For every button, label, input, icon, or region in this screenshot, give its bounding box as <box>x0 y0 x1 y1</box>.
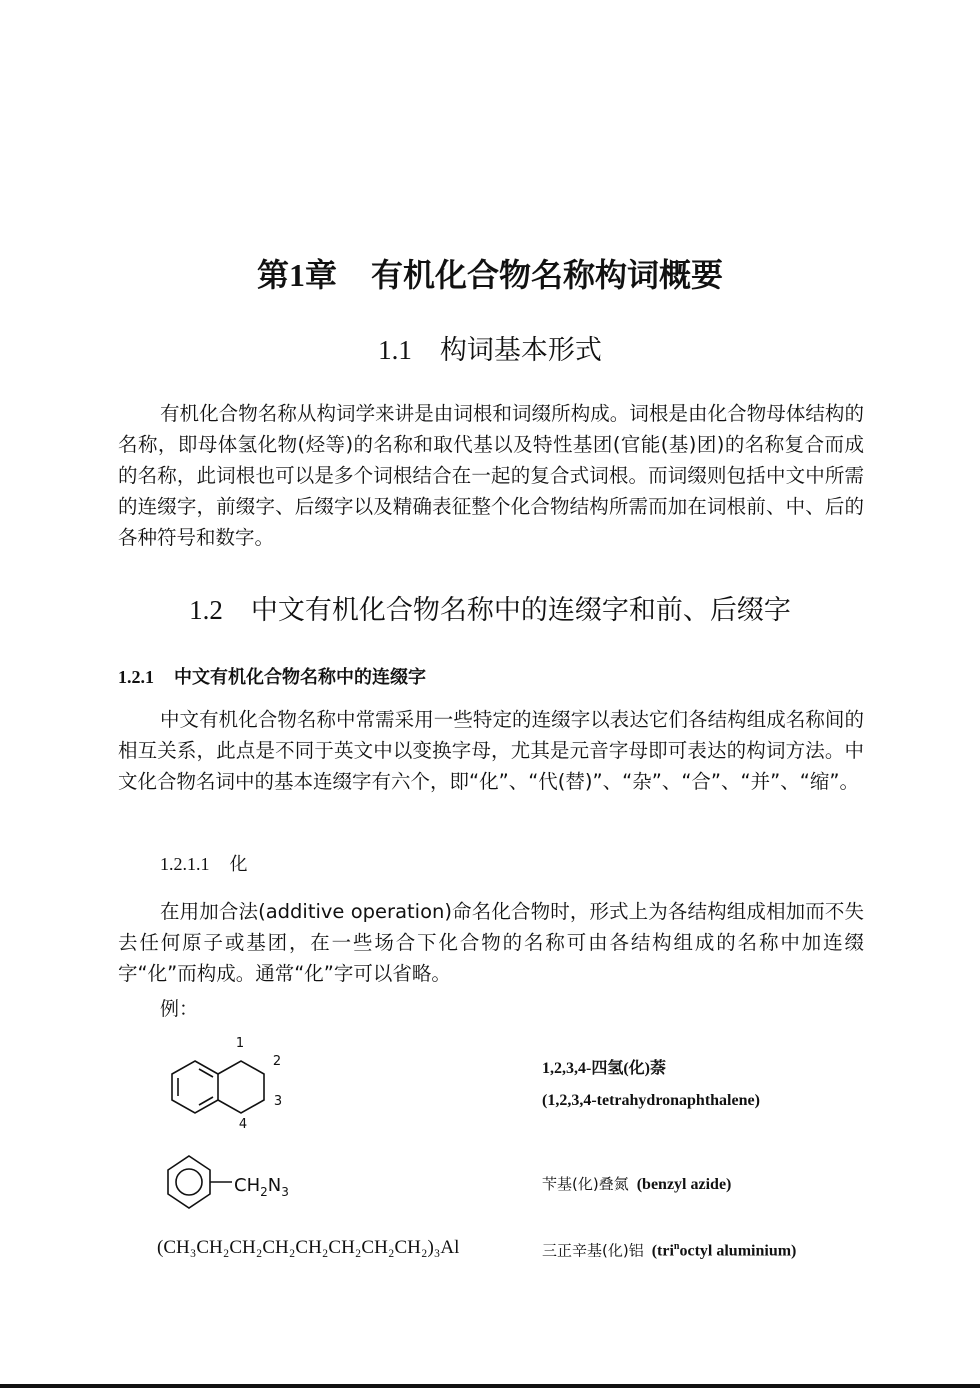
subsection-heading-1-2-1 <box>118 662 426 693</box>
paragraph-additive-operation: 在用加合法(additive operation)命名化合物时，形式上为各结构组成相加而不失去任何原子或基团，在一些场合下化合物的名称可由各结构组成的名称中加连缀字“化”而构成。通常“化”字可以省略。 <box>118 900 864 985</box>
trioctyl-aluminium-formula: (CH₃CH₂CH₂CH₂CH₂CH₂CH₂CH₂)₃Al <box>157 1237 460 1258</box>
chapter-number: 1 <box>288 257 305 293</box>
page-bottom-rule <box>0 1384 980 1388</box>
subsection-title: 中文有机化合物名称中的连缀字 <box>174 667 426 688</box>
chapter-number-suffix: 章 <box>304 256 337 294</box>
trioctyl-aluminium-name: 三正辛基(化)铝 (tri$^n$octyl aluminium) <box>542 1241 797 1260</box>
tetrahydronaphthalene-structure <box>150 1025 310 1137</box>
chapter-title-text: 有机化合物名称构词概要 <box>371 256 724 294</box>
locant-2: 2 <box>272 1054 282 1069</box>
locant-4: 4 <box>238 1117 248 1132</box>
paragraph-intro: 有机化合物名称从构词学来讲是由词根和词缀所构成。词根是由化合物母体结构的名称，即母体氢化物(烃等)的名称和取代基以及特性基团(官能(基)团)的名称复合而成的名称，此词根也可以是多个词根结合在一起的复合式词根。而词缀则包括中文中所需的连缀字，前缀字、后缀字以及精确表征整个化合物结构所需而加在词根前、中、后的各种符号和数字。 <box>118 402 864 549</box>
subsubsection-heading-1-2-1-1 <box>160 849 248 880</box>
tetralin-name-cn: 1,2,3,4-四氢(化)萘 <box>542 1060 666 1077</box>
subsection-number: 1.2.1 <box>118 667 154 687</box>
section-heading-1-2 <box>0 588 980 633</box>
example-label: 例： <box>160 998 199 1020</box>
benzyl-azide-group: $CH_2N_3$ <box>234 1175 289 1199</box>
benzyl-azide-structure <box>150 1150 370 1216</box>
chapter-number-prefix: 第 <box>256 256 289 294</box>
subsubsection-title: 化 <box>229 854 248 875</box>
section-heading-1-1 <box>0 328 980 373</box>
chapter-title <box>0 250 980 300</box>
section-number: 1.2 <box>189 595 223 625</box>
section-title: 构词基本形式 <box>439 335 602 366</box>
paragraph-linking-characters: 中文有机化合物名称中常需采用一些特定的连缀字以表达它们各结构组成名称间的相互关系，此点是不同于英文中以变换字母，尤其是元音字母即可表达的构词方法。中文化合物名词中的基本连缀字有六个，即“化”、“代(替)”、“杂”、“合”、“并”、“缩”。 <box>118 708 864 793</box>
locant-3: 3 <box>273 1094 283 1109</box>
section-title: 中文有机化合物名称中的连缀字和前、后缀字 <box>250 595 791 626</box>
benzyl-azide-name: 苄基(化)叠氮 (benzyl azide) <box>542 1175 732 1193</box>
tetralin-name-en: (1,2,3,4-tetrahydronaphthalene) <box>542 1092 760 1109</box>
section-number: 1.1 <box>378 335 412 365</box>
subsubsection-number: 1.2.1.1 <box>160 854 210 874</box>
locant-1: 1 <box>235 1036 245 1051</box>
